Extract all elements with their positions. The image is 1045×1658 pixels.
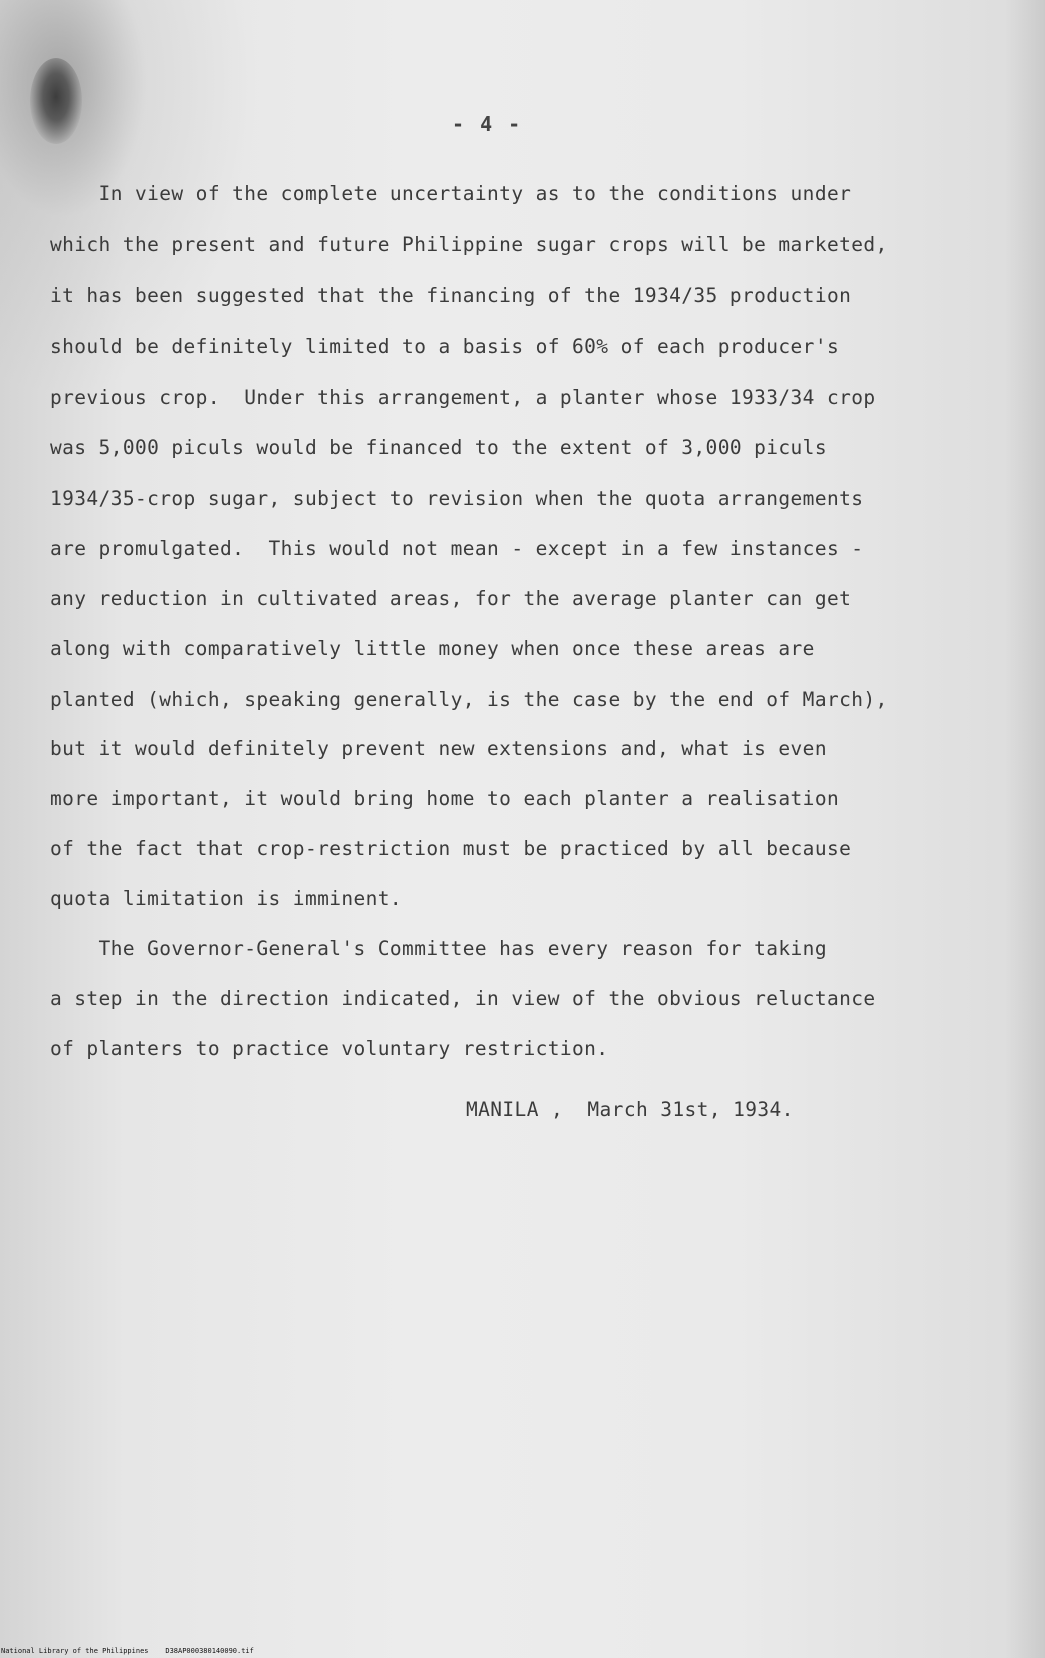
page-number: - 4 - (452, 112, 523, 136)
body-line: previous crop. Under this arrangement, a planter whose 1933/34 crop (50, 386, 876, 409)
body-line: but it would definitely prevent new extensions and, what is even (50, 737, 827, 760)
body-line: any reduction in cultivated areas, for the average planter can get (50, 587, 852, 610)
body-line: it has been suggested that the financing of the 1934/35 production (50, 284, 852, 307)
archive-footer: National Library of the Philippines D38AP000380140090.tif (1, 1647, 254, 1655)
body-line: 1934/35-crop sugar, subject to revision when the quota arrangements (50, 487, 864, 510)
punch-hole-mark (30, 58, 82, 144)
body-line: quota limitation is imminent. (50, 887, 403, 910)
body-line: should be definitely limited to a basis of 60% of each producer's (50, 335, 840, 358)
page-edge-shadow (1005, 0, 1045, 1658)
body-line: are promulgated. This would not mean - except in a few instances - (50, 537, 864, 560)
body-line: which the present and future Philippine sugar crops will be marketed, (50, 233, 888, 256)
body-line: The Governor-General's Committee has every reason for taking (50, 937, 827, 960)
body-line: was 5,000 piculs would be financed to the extent of 3,000 piculs (50, 436, 827, 459)
body-line: along with comparatively little money when once these areas are (50, 637, 815, 660)
body-line: a step in the direction indicated, in view of the obvious reluctance (50, 987, 876, 1010)
body-line: planted (which, speaking generally, is the case by the end of March), (50, 688, 888, 711)
body-line: of planters to practice voluntary restriction. (50, 1037, 609, 1060)
body-line: In view of the complete uncertainty as to the conditions under (50, 182, 852, 205)
place-date-signoff: MANILA , March 31st, 1934. (466, 1098, 794, 1121)
body-line: of the fact that crop-restriction must be practiced by all because (50, 837, 852, 860)
body-line: more important, it would bring home to each planter a realisation (50, 787, 840, 810)
